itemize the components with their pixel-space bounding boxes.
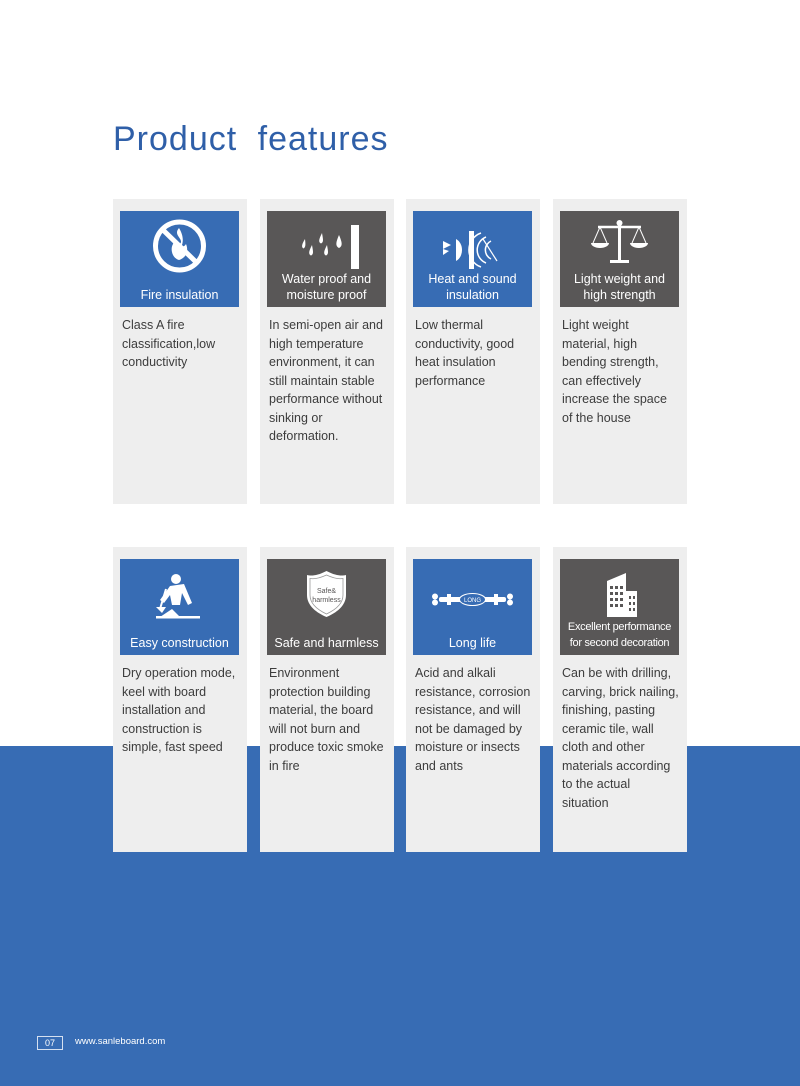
- svg-text:harmless: harmless: [312, 597, 341, 604]
- feature-tile: [267, 559, 386, 655]
- feature-card-light-weight: [553, 199, 687, 504]
- feature-description: Dry operation mode, keel with board installation and construction is simple, fast speed: [122, 666, 236, 754]
- page-number: 07: [37, 1036, 63, 1050]
- feature-label: Water proof and moisture proof: [281, 272, 372, 302]
- feature-tile: [413, 559, 532, 655]
- feature-description: Environment protection building material, the board will not burn and produce toxic smoke in fire: [269, 666, 384, 773]
- feature-card-second-decoration: [553, 547, 687, 852]
- feature-card-long-life: [406, 547, 540, 852]
- website-url[interactable]: www.sanleboard.com: [75, 1036, 166, 1047]
- feature-description: Light weight material, high bending strength, can effectively increase the space of the house: [562, 318, 667, 425]
- feature-card-easy-construction: [113, 547, 247, 852]
- feature-tile: [560, 211, 679, 307]
- feature-label: Heat and sound insulation: [428, 272, 517, 302]
- page-title: Product features: [113, 120, 389, 158]
- svg-text:Safe&: Safe&: [316, 588, 337, 595]
- feature-card-safe-harmless: [260, 547, 394, 852]
- feature-tile: [267, 211, 386, 307]
- feature-tile: [560, 559, 679, 655]
- feature-description: Acid and alkali resistance, corrosion resistance, and will not be damaged by moisture or insects and ants: [415, 666, 531, 773]
- feature-label: Excellent performance for second decoration: [567, 621, 672, 649]
- feature-card-fire-insulation: [113, 199, 247, 504]
- feature-description: Class A fire classification,low conductivity: [122, 318, 216, 369]
- feature-label: Safe and harmless: [274, 636, 379, 650]
- svg-text:LONG: LONG: [463, 598, 482, 604]
- feature-description: Can be with drilling, carving, brick nailing, finishing, pasting ceramic tile, wall cloth and other materials according to the actual situation: [562, 666, 679, 810]
- feature-description: In semi-open air and high temperature environment, it can still maintain stable performance without sinking or deformation.: [269, 318, 383, 443]
- feature-description: Low thermal conductivity, good heat insulation performance: [415, 318, 515, 388]
- feature-card-waterproof: [260, 199, 394, 504]
- feature-label: Fire insulation: [140, 288, 219, 302]
- feature-card-heat-sound: [406, 199, 540, 504]
- feature-tile: [413, 211, 532, 307]
- feature-label: Light weight and high strength: [573, 272, 666, 302]
- feature-label: Easy construction: [130, 636, 229, 650]
- feature-tile: [120, 211, 239, 307]
- feature-tile: [120, 559, 239, 655]
- feature-label: Long life: [448, 636, 497, 650]
